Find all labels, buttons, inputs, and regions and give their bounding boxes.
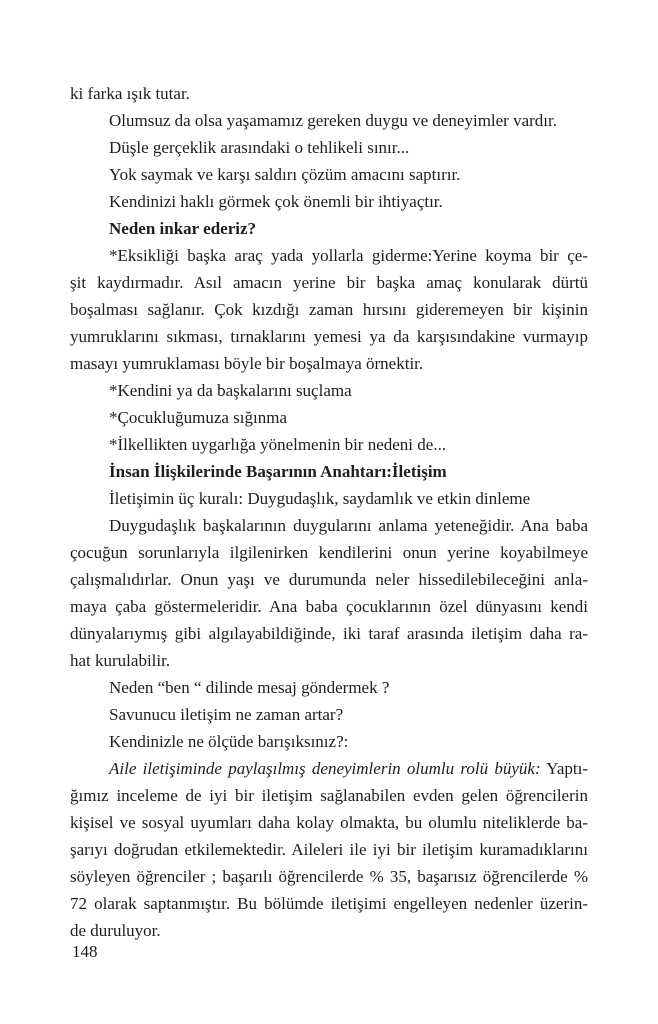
text-line <box>70 242 588 269</box>
text-segment: Duygudaşlık başkalarının duygularını anlama yeteneğidir. Ana baba <box>109 516 588 535</box>
text-segment: yumruklarını sıkması, tırnaklarını yemesi ya da karşısındakine vurmayıp <box>70 327 588 346</box>
text-segment: de duruluyor. <box>70 921 161 940</box>
heading-neden-inkar <box>70 215 588 242</box>
text-line <box>70 323 588 350</box>
paragraph <box>70 161 588 188</box>
text-segment: *Eksikliği başka araç yada yollarla giderme:Yerine koyma bir çe- <box>109 246 588 265</box>
text-segment: dünyalarıymış gibi algılayabildiğinde, iki taraf arasında iletişim daha ra- <box>70 624 588 643</box>
text-segment: Neden inkar ederiz? <box>109 219 257 238</box>
text-segment: Savunucu iletişim ne zaman artar? <box>109 705 344 724</box>
text-segment: *Kendini ya da başkalarını suçlama <box>109 381 352 400</box>
text-segment: maya çaba göstermeleridir. Ana baba çocuklarının özel dünyasını kendi <box>70 597 588 616</box>
paragraph <box>70 674 588 701</box>
text-segment: İletişimin üç kuralı: Duygudaşlık, saydamlık ve etkin dinleme <box>109 489 531 508</box>
heading-iletisim <box>70 458 588 485</box>
paragraph <box>70 485 588 512</box>
text-line <box>70 863 588 890</box>
italic-text: Aile iletişiminde paylaşılmış deneyimlerin olumlu rolü büyük: <box>109 759 541 778</box>
text-segment: hat kurulabilir. <box>70 651 171 670</box>
text-segment: çalışmalıdırlar. Onun yaşı ve durumunda neler hissedilebileceğini anla- <box>70 570 588 589</box>
paragraph <box>70 242 588 377</box>
text-segment: Neden “ben “ dilinde mesaj göndermek ? <box>109 678 390 697</box>
text-segment: 72 olarak saptanmıştır. Bu bölümde iletişimi engelleyen nedenler üzerin- <box>70 894 588 913</box>
text-segment: Kendinizi haklı görmek çok önemli bir ihtiyaçtır. <box>109 192 443 211</box>
page-text <box>70 80 588 944</box>
text-line <box>70 431 588 458</box>
text-line <box>70 647 588 674</box>
text-line <box>70 404 588 431</box>
text-line <box>70 215 588 242</box>
text-line <box>70 188 588 215</box>
paragraph <box>70 512 588 674</box>
text-line <box>70 809 588 836</box>
text-line <box>70 890 588 917</box>
text-segment: kişisel ve sosyal uyumları daha kolay olmakta, bu olumlu niteliklerde ba- <box>70 813 588 832</box>
text-line <box>70 728 588 755</box>
continuation-line <box>70 80 588 107</box>
text-segment: Yok saymak ve karşı saldırı çözüm amacını saptırır. <box>109 165 461 184</box>
text-line <box>70 107 588 134</box>
text-segment: şit kaydırmadır. Asıl amacın yerine bir başka amaç konularak dürtü <box>70 273 588 292</box>
text-line <box>70 836 588 863</box>
text-line <box>70 485 588 512</box>
text-line <box>70 755 588 782</box>
text-segment: Kendinizle ne ölçüde barışıksınız?: <box>109 732 349 751</box>
text-line <box>70 917 588 944</box>
text-segment: İnsan İlişkilerinde Başarının Anahtarı:İletişim <box>109 462 447 481</box>
text-segment: *İlkellikten uygarlığa yönelmenin bir nedeni de... <box>109 435 447 454</box>
paragraph <box>70 404 588 431</box>
paragraph <box>70 377 588 404</box>
paragraph <box>70 188 588 215</box>
text-segment: *Çocukluğumuza sığınma <box>109 408 288 427</box>
text-line <box>70 566 588 593</box>
text-line <box>70 80 588 107</box>
text-segment: şarıyı doğrudan etkilemektedir. Aileleri ile iyi bir iletişim kuramadıklarını <box>70 840 588 859</box>
text-line <box>70 782 588 809</box>
text-line <box>70 350 588 377</box>
paragraph <box>70 134 588 161</box>
paragraph <box>70 755 588 944</box>
text-line <box>70 701 588 728</box>
paragraph <box>70 701 588 728</box>
text-segment: Olumsuz da olsa yaşamamız gereken duygu ve deneyimler vardır. <box>109 111 557 130</box>
text-line <box>70 512 588 539</box>
paragraph <box>70 107 588 134</box>
text-line <box>70 134 588 161</box>
text-segment: çocuğun sorunlarıyla ilgilenirken kendilerini onun yerine koyabilmeye <box>70 543 588 562</box>
text-line <box>70 161 588 188</box>
text-segment: masayı yumruklaması böyle bir boşalmaya örnektir. <box>70 354 424 373</box>
text-line <box>70 593 588 620</box>
text-line <box>70 269 588 296</box>
page-number: 148 <box>72 942 98 961</box>
text-segment: Düşle gerçeklik arasındaki o tehlikeli sınır... <box>109 138 410 157</box>
text-line <box>70 620 588 647</box>
text-segment: boşalması sağlanır. Çok kızdığı zaman hırsını gideremeyen bir kişinin <box>70 300 588 319</box>
text-segment: Yaptı- <box>540 759 588 778</box>
text-segment: ğımız inceleme de iyi bir iletişim sağlanabilen evden gelen öğrencilerin <box>70 786 588 805</box>
text-line <box>70 296 588 323</box>
text-line <box>70 539 588 566</box>
text-segment: ki farka ışık tutar. <box>70 84 190 103</box>
text-line <box>70 674 588 701</box>
paragraph <box>70 431 588 458</box>
text-line <box>70 458 588 485</box>
text-line <box>70 377 588 404</box>
paragraph <box>70 728 588 755</box>
text-segment: söyleyen öğrenciler ; başarılı öğrencilerde % 35, başarısız öğrencilerde % <box>70 867 588 886</box>
